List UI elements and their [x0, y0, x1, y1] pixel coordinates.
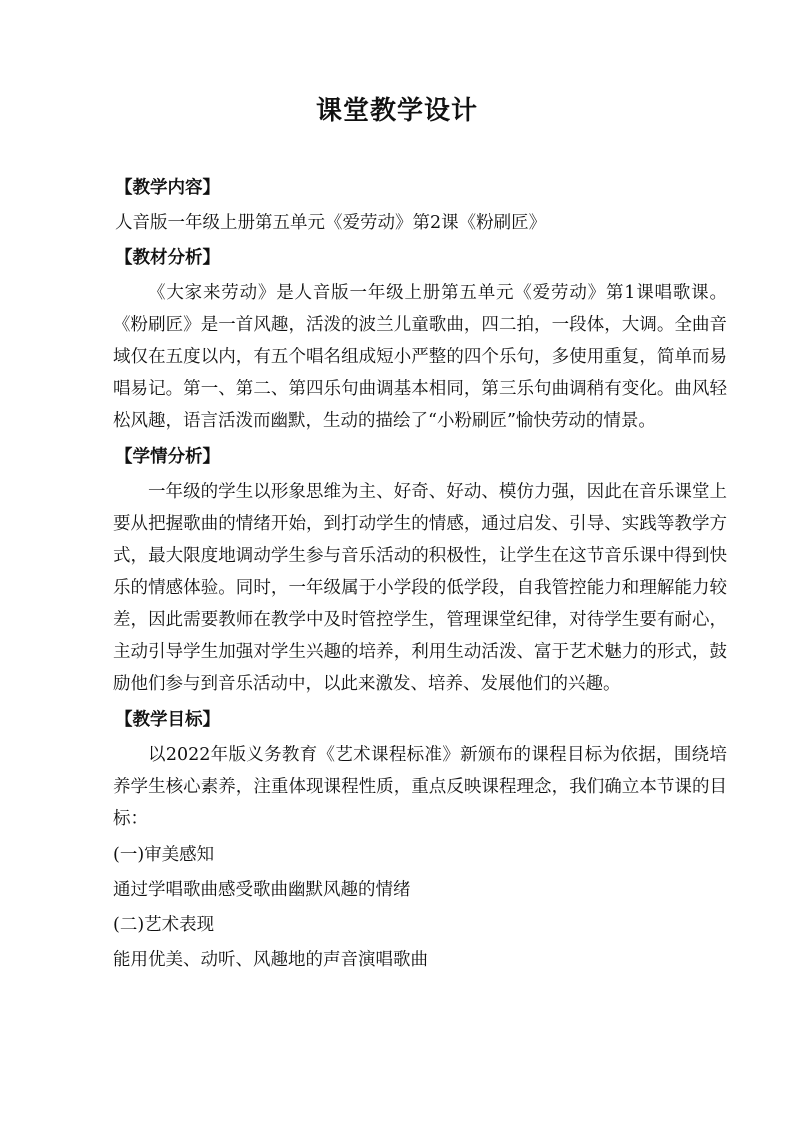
material-analysis-text: 《大家来劳动》是人音版一年级上册第五单元《爱劳动》第1课唱歌课。《粉刷匠》是一首风趣，活泼的波兰儿童歌曲，四二拍，一段体，大调。全曲音域仅在五度以内，有五个唱名组成短小严整的四个乐句，多使用重复，简单而易唱易记。第一、第二、第四乐句曲调基本相同，第三乐句曲调稍有变化。曲风轻松风趣，语言活泼而幽默，生动的描绘了“小粉刷匠”愉快劳动的情景。: [113, 283, 727, 431]
page-title: 课堂教学设计: [315, 96, 478, 126]
heading-teaching-content: 【教学内容】: [115, 178, 220, 198]
goal-item-text: 通过学唱歌曲感受歌曲幽默风趣的情绪: [113, 880, 411, 900]
document-body: [113, 172, 727, 976]
teaching-content-text: 人音版一年级上册第五单元《爱劳动》第2课《粉刷匠》: [115, 213, 547, 233]
goal-item-label: (二)艺术表现: [113, 915, 215, 935]
teaching-goals-text: 以2022年版义务教育《艺术课程标准》新颁布的课程目标为依据，围绕培养学生核心素养，注重体现课程性质，重点反映课程理念，我们确立本节课的目标：: [113, 745, 727, 829]
student-analysis-text: 一年级的学生以形象思维为主、好奇、好动、模仿力强，因此在音乐课堂上要从把握歌曲的情绪开始，到打动学生的情感，通过启发、引导、实践等教学方式，最大限度地调动学生参与音乐活动的积极性，让学生在这节音乐课中得到快乐的情感体验。同时，一年级属于小学段的低学段，自我管控能力和理解能力较差，因此需要教师在教学中及时管控学生，管理课堂纪律，对待学生要有耐心，主动引导学生加强对学生兴趣的培养，利用生动活泼、富于艺术魅力的形式，鼓励他们参与到音乐活动中，以此来激发、培养、发展他们的兴趣。: [113, 482, 727, 694]
heading-teaching-goals: 【教学目标】: [115, 710, 220, 730]
goal-item-label: (一)审美感知: [113, 845, 215, 865]
heading-material-analysis: 【教材分析】: [115, 248, 220, 268]
goal-item-text: 能用优美、动听、风趣地的声音演唱歌曲: [113, 950, 428, 970]
heading-student-analysis: 【学情分析】: [115, 447, 220, 467]
